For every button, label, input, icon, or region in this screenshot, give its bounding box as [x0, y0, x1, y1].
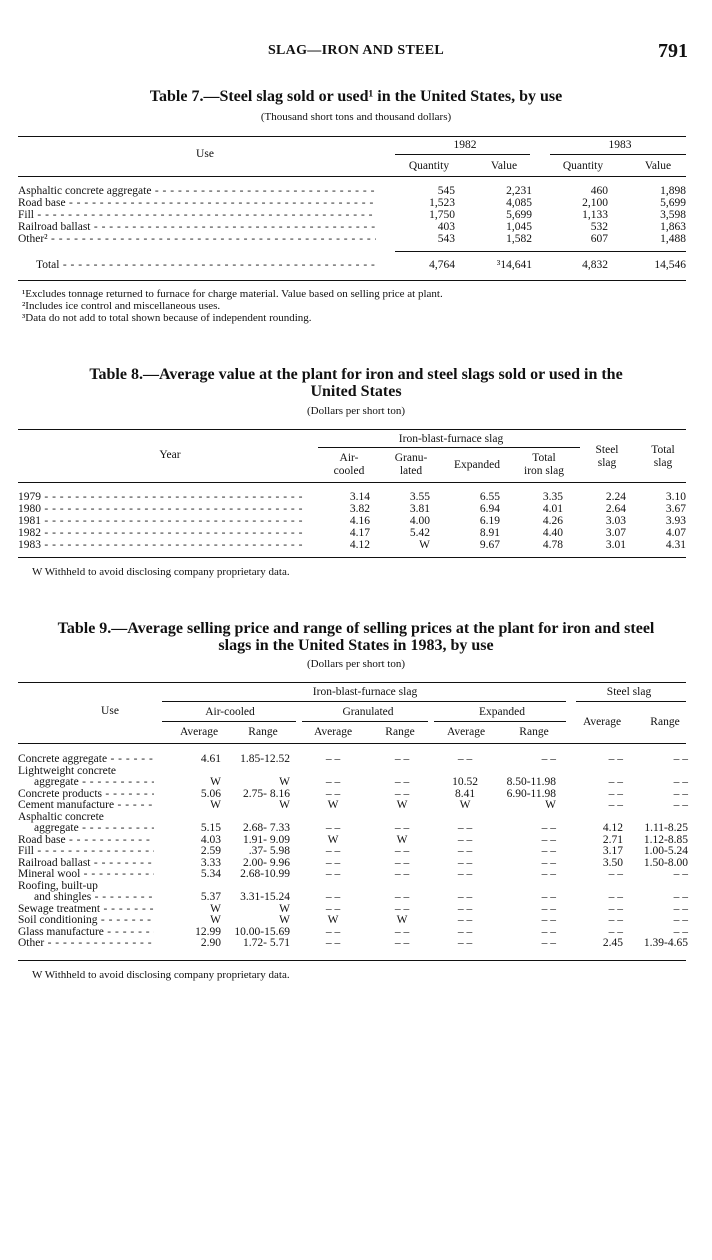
table9-title-line1: Table 9.—Average selling price and range of selling prices at the plant for iron and steel	[57, 620, 655, 637]
table8-top-rule	[18, 429, 686, 430]
table9-cell: – –	[608, 914, 623, 926]
table8-cell: 3.03	[605, 515, 626, 527]
table9-subtitle: (Dollars per short ton)	[306, 658, 406, 670]
table8-col-total-iron-2: iron slag	[524, 465, 564, 477]
table9-cell: – –	[457, 902, 473, 915]
table9-cell: – –	[541, 753, 556, 765]
table9-cell: W	[210, 799, 221, 811]
table9-cell: 2.68- 7.33	[243, 822, 290, 834]
table9-cell: 2.90	[200, 937, 221, 949]
table9-cell: 4.03	[200, 833, 221, 846]
table7-footnote-1: ¹Excludes tonnage returned to furnace for charge material. Value based on selling price at plant.	[22, 288, 443, 300]
table9-cell: W	[396, 799, 408, 811]
table9-row-label: Mineral wool - - -	[18, 868, 154, 880]
table9-cell: – –	[673, 891, 688, 903]
table8-cell: 5.42	[409, 527, 430, 539]
table9-sub-air: Air-cooled	[205, 706, 255, 718]
table9-sub-air-rule	[162, 721, 296, 722]
table9-row-label: Concrete products - - -	[18, 788, 154, 800]
table9-cell: 2.00- 9.96	[243, 856, 290, 869]
table9-cell: – –	[541, 914, 556, 926]
table8-cell: 3.35	[542, 491, 563, 503]
table9-col-steel-avg: Average	[582, 716, 622, 728]
table9-group-steel-rule	[576, 701, 686, 702]
table7-cell: 1,488	[660, 233, 686, 245]
table9-cell: .37- 5.98	[248, 845, 290, 857]
table7-total-cell: 4,764	[429, 259, 455, 271]
table9-col-gran-avg: Average	[313, 726, 353, 738]
table9-col-air-avg: Average	[179, 726, 219, 738]
table8-col-expanded: Expanded	[454, 459, 500, 471]
table9-cell: 5.37	[200, 891, 221, 903]
table9-cell: – –	[673, 787, 688, 800]
table8-col-total-2: slag	[653, 457, 673, 469]
table7-year1: 1982	[453, 139, 477, 151]
table7-footnote-3: ³Data do not add to total shown because of independent rounding.	[22, 312, 312, 324]
table9-cell: 10.52	[452, 776, 478, 788]
table8-col-gran-2: lated	[399, 465, 423, 477]
table9-cell: – –	[325, 937, 341, 949]
table9-cell: – –	[673, 868, 688, 880]
table8-subtitle: (Dollars per short ton)	[306, 405, 406, 417]
table7-total-cell: 14,546	[654, 259, 686, 271]
table8-title-line1: Table 8.—Average value at the plant for iron and steel slags sold or used in the	[89, 366, 623, 383]
table7-row-label: Railroad ballast - - -	[18, 221, 376, 233]
table7-cell: 1,523	[429, 197, 455, 209]
table9-cell: – –	[394, 845, 410, 857]
table8-cell: 4.16	[349, 515, 370, 527]
table9-cell: 2.75- 8.16	[243, 787, 290, 800]
page-number: 791	[658, 40, 688, 62]
table7-row-label: Other² - - -	[18, 233, 376, 245]
table8-cell: 3.14	[349, 491, 370, 503]
table9-row-label: and shingles - - -	[34, 891, 154, 903]
table9-cell: – –	[325, 868, 341, 880]
table9-cell: – –	[394, 925, 410, 938]
table7-row-label: Road base - - -	[18, 197, 376, 209]
table9-col-air-range: Range	[248, 726, 278, 738]
table9-row-label: Roofing, built-up	[18, 879, 98, 892]
table8-col-total-1: Total	[651, 444, 675, 456]
table8-row-year: 1983 - - -	[18, 539, 306, 551]
table9-cell: – –	[541, 833, 556, 846]
table8-col-air-1: Air-	[339, 452, 359, 464]
table8-cell: 3.82	[349, 503, 370, 515]
table9-cell: – –	[457, 753, 473, 765]
table9-cell: 2.68-10.99	[240, 868, 290, 880]
table9-cell: 8.41	[454, 787, 476, 800]
table9-sub-exp: Expanded	[479, 706, 525, 718]
table8-cell: 2.24	[605, 491, 626, 503]
table9-cell: – –	[608, 868, 623, 880]
table8-header-rule	[18, 482, 686, 483]
table9-cell: – –	[673, 799, 688, 811]
table9-cell: – –	[394, 753, 410, 765]
table9-cell: – –	[608, 776, 623, 788]
table7-top-rule	[18, 136, 686, 137]
table7-cell: 3,598	[660, 209, 686, 221]
table9-row-label: aggregate - - -	[34, 776, 154, 788]
table8-cell: 3.10	[665, 491, 686, 503]
table9-group-ibf: Iron-blast-furnace slag	[312, 686, 418, 698]
table8-col-year: Year	[159, 449, 181, 461]
running-head: SLAG—IRON AND STEEL	[267, 43, 445, 58]
table8-title-line2: United States	[310, 383, 402, 400]
table9-cell: W	[279, 914, 290, 926]
table7-cell: 1,750	[429, 209, 455, 221]
table8-cell: 4.01	[542, 503, 563, 515]
table7-cell: 2,231	[506, 185, 532, 197]
table9-row-label: Fill - - -	[18, 845, 154, 857]
table8-col-steel-1: Steel	[595, 444, 619, 456]
table9-cell: – –	[325, 787, 341, 800]
table8-row-year: 1979 - - -	[18, 491, 306, 503]
table9-cell: – –	[541, 856, 556, 869]
table9-cell: W	[327, 833, 339, 846]
table9-cell: – –	[394, 856, 410, 869]
table9-row-label: Asphaltic concrete	[18, 810, 104, 823]
table9-bottom-rule	[18, 960, 686, 961]
table8-cell: 3.81	[409, 503, 430, 515]
table9-row-label: Lightweight concrete	[18, 764, 117, 777]
table7-cell: 1,582	[506, 233, 532, 245]
table8-cell: 3.67	[665, 503, 686, 515]
table9-cell: – –	[608, 902, 623, 915]
table9-cell: W	[396, 833, 408, 846]
table9-cell: – –	[608, 891, 623, 903]
table7-col-v82: Value	[490, 160, 518, 172]
table7-row-label: Fill - - -	[18, 209, 376, 221]
table9-cell: W	[327, 799, 339, 811]
table9-cell: – –	[608, 753, 623, 765]
table9-cell: – –	[457, 868, 473, 880]
table8-row-year: 1982 - - -	[18, 527, 306, 539]
table8-cell: 4.07	[665, 527, 686, 539]
table9-cell: 1.72- 5.71	[243, 937, 290, 949]
table8-cell: 3.93	[665, 515, 686, 527]
table9-cell: – –	[325, 891, 341, 903]
table9-cell: W	[279, 776, 290, 788]
table8-cell: 3.07	[605, 527, 626, 539]
table9-cell: – –	[457, 833, 473, 846]
table9-cell: 1.11-8.25	[644, 822, 688, 834]
table9-cell: 4.61	[200, 753, 221, 765]
table9-cell: 5.34	[200, 868, 221, 880]
table9-cell: – –	[541, 868, 556, 880]
table9-cell: 10.00-15.69	[234, 925, 290, 938]
table8-col-gran-1: Granu-	[394, 452, 428, 464]
table8-cell: 9.67	[479, 539, 500, 551]
table7-total-cell: ³14,641	[496, 259, 532, 271]
table9-cell: 1.12-8.85	[643, 833, 688, 846]
table9-cell: – –	[673, 902, 688, 915]
table7-cell: 532	[590, 221, 608, 233]
table9-row-label: Railroad ballast - - -	[18, 857, 154, 869]
table9-col-steel-range: Range	[650, 716, 680, 728]
table9-cell: – –	[325, 776, 341, 788]
table7-cell: 5,699	[660, 197, 686, 209]
table7-cell: 5,699	[506, 209, 532, 221]
table8-cell: W	[419, 539, 430, 551]
table9-cell: – –	[394, 787, 410, 800]
table9-header-rule	[18, 743, 686, 744]
table9-cell: 3.31-15.24	[240, 891, 290, 903]
table9-group-ibf-rule	[162, 701, 566, 702]
table8-cell: 4.40	[542, 527, 563, 539]
table9-row-label: Road base - - -	[18, 834, 154, 846]
table9-cell: 1.00-5.24	[643, 845, 688, 857]
table9-cell: 3.33	[200, 856, 221, 869]
table7-cell: 543	[437, 233, 455, 245]
table7-cell: 1,133	[582, 209, 608, 221]
table9-cell: 1.85-12.52	[240, 753, 290, 765]
table9-sub-gran: Granulated	[342, 706, 394, 718]
table9-row-label: Other - - -	[18, 937, 154, 949]
table8-footnote: W Withheld to avoid disclosing company proprietary data.	[32, 566, 290, 578]
table7-cell: 403	[437, 221, 455, 233]
table7-year2: 1983	[608, 139, 632, 151]
table8-col-air-2: cooled	[333, 465, 365, 477]
table8-cell: 6.55	[479, 491, 500, 503]
table9-cell: – –	[325, 925, 341, 938]
table9-cell: – –	[325, 753, 341, 765]
table9-cell: W	[459, 799, 471, 811]
table7-cell: 1,863	[660, 221, 686, 233]
table8-row-year: 1980 - - -	[18, 503, 306, 515]
table9-cell: – –	[394, 822, 410, 834]
table7-cell: 4,085	[506, 197, 532, 209]
table7-title: Table 7.—Steel slag sold or used¹ in the United States, by use	[149, 88, 563, 105]
table9-cell: W	[396, 914, 408, 926]
table9-cell: 2.71	[602, 833, 623, 846]
table7-col-q82: Quantity	[408, 160, 450, 172]
table7-cell: 2,100	[582, 197, 608, 209]
table9-col-exp-avg: Average	[446, 726, 486, 738]
table9-cell: – –	[541, 822, 556, 834]
table7-total-label: Total - - -	[36, 259, 376, 271]
table9-cell: W	[279, 902, 290, 915]
table7-col-q83: Quantity	[562, 160, 604, 172]
table9-cell: – –	[673, 753, 688, 765]
table9-group-steel: Steel slag	[606, 686, 652, 698]
table7-total-cell: 4,832	[582, 259, 608, 271]
table9-cell: 6.90-11.98	[506, 787, 556, 800]
table9-cell: – –	[325, 902, 341, 915]
table8-cell: 4.26	[542, 515, 563, 527]
table9-cell: W	[279, 799, 290, 811]
table8-cell: 2.64	[605, 503, 626, 515]
table7-cell: 607	[590, 233, 608, 245]
table9-cell: W	[210, 902, 221, 915]
table9-cell: 3.17	[602, 845, 623, 857]
table7-col-use: Use	[196, 148, 214, 160]
table9-top-rule	[18, 682, 686, 683]
table9-sub-gran-rule	[302, 721, 428, 722]
table9-cell: – –	[541, 937, 556, 949]
table9-cell: – –	[394, 937, 410, 949]
table8-group-ibf: Iron-blast-furnace slag	[398, 433, 504, 445]
table8-col-steel-2: slag	[597, 457, 617, 469]
table9-cell: 1.39-4.65	[643, 937, 688, 949]
table9-cell: 12.99	[195, 925, 221, 938]
table9-row-label: Concrete aggregate - - -	[18, 753, 154, 765]
table9-cell: – –	[394, 776, 410, 788]
table8-col-total-iron-1: Total	[532, 452, 556, 464]
table9-cell: – –	[457, 856, 473, 869]
table9-row-label: Sewage treatment - - -	[18, 903, 154, 915]
table9-cell: 5.15	[200, 822, 221, 834]
table9-title-line2: slags in the United States in 1983, by use	[218, 637, 494, 654]
table9-cell: 3.50	[602, 856, 623, 869]
table8-cell: 4.00	[409, 515, 430, 527]
table8-cell: 8.91	[479, 527, 500, 539]
table9-cell: – –	[541, 845, 556, 857]
table8-cell: 6.94	[479, 503, 500, 515]
table8-row-year: 1981 - - -	[18, 515, 306, 527]
table9-cell: W	[327, 914, 339, 926]
table9-cell: W	[210, 914, 221, 926]
table9-cell: – –	[608, 787, 623, 800]
table8-cell: 3.55	[409, 491, 430, 503]
table9-cell: – –	[457, 925, 473, 938]
table9-col-use: Use	[101, 705, 119, 717]
table9-cell: – –	[541, 902, 556, 915]
table9-cell: – –	[457, 822, 473, 834]
table9-cell: 1.91- 9.09	[243, 833, 290, 846]
table7-row-label: Asphaltic concrete aggregate - - -	[18, 185, 376, 197]
table9-cell: – –	[541, 925, 556, 938]
table9-cell: – –	[325, 822, 341, 834]
table9-cell: – –	[673, 776, 688, 788]
table8-bottom-rule	[18, 557, 686, 558]
table8-cell: 4.17	[349, 527, 370, 539]
table7-cell: 545	[437, 185, 455, 197]
table9-cell: – –	[457, 937, 473, 949]
table7-total-rule	[395, 251, 686, 252]
table7-bottom-rule	[18, 280, 686, 281]
table7-subtitle: (Thousand short tons and thousand dollars)	[260, 111, 452, 123]
table9-row-label: Glass manufacture - - -	[18, 926, 154, 938]
table9-cell: – –	[394, 891, 410, 903]
table7-year2-rule	[550, 154, 686, 155]
table9-cell: – –	[608, 925, 623, 938]
table9-cell: 4.12	[602, 822, 623, 834]
table8-cell: 6.19	[479, 515, 500, 527]
table8-cell: 4.12	[349, 539, 370, 551]
table9-cell: – –	[325, 856, 341, 869]
table9-col-gran-range: Range	[385, 726, 415, 738]
table9-cell: – –	[394, 902, 410, 915]
table7-cell: 1,045	[506, 221, 532, 233]
table8-group-rule	[318, 447, 580, 448]
table7-footnote-2: ²Includes ice control and miscellaneous uses.	[22, 300, 221, 312]
table9-cell: 2.45	[602, 937, 623, 949]
table9-cell: 8.50-11.98	[506, 776, 556, 788]
table9-cell: – –	[608, 799, 623, 811]
table7-cell: 1,898	[660, 185, 686, 197]
table9-cell: 5.06	[200, 787, 221, 800]
table9-cell: W	[210, 776, 221, 788]
table7-cell: 460	[590, 185, 608, 197]
table9-cell: – –	[394, 868, 410, 880]
table9-cell: 1.50-8.00	[643, 856, 688, 869]
table8-cell: 3.01	[605, 539, 626, 551]
table7-col-v83: Value	[644, 160, 672, 172]
table9-cell: – –	[673, 925, 688, 938]
table7-year1-rule	[395, 154, 530, 155]
table7-header-rule	[18, 176, 686, 177]
table9-row-label: Soil conditioning - - -	[18, 914, 154, 926]
table9-cell: – –	[457, 845, 473, 857]
table9-cell: 2.59	[200, 845, 221, 857]
table9-cell: – –	[673, 914, 688, 926]
table9-cell: – –	[541, 891, 556, 903]
table9-cell: – –	[325, 845, 341, 857]
table9-col-exp-range: Range	[519, 726, 549, 738]
table9-sub-exp-rule	[434, 721, 566, 722]
table9-cell: – –	[457, 891, 473, 903]
table8-cell: 4.78	[542, 539, 563, 551]
table9-footnote: W Withheld to avoid disclosing company proprietary data.	[32, 969, 290, 981]
table9-cell: – –	[457, 914, 473, 926]
table8-cell: 4.31	[665, 539, 686, 551]
table9-cell: W	[545, 799, 556, 811]
table9-row-label: Cement manufacture - - -	[18, 799, 154, 811]
table9-row-label: aggregate - - -	[34, 822, 154, 834]
